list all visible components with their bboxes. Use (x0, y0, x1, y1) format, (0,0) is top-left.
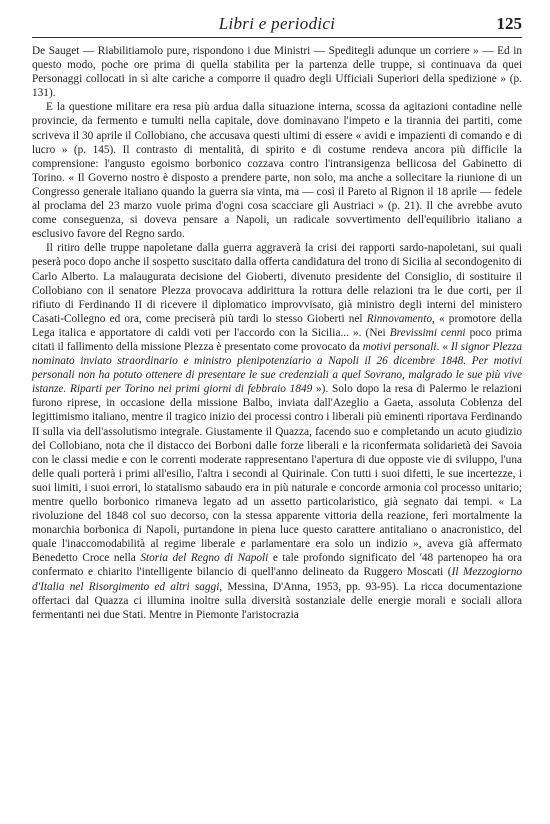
text-run: De Sauget — Riabilitiamolo pure, rispondono i due Ministri — Speditegli adunque un corriere » — Ed in questo modo, poche ore prima di quella stabilita per la partenza delle truppe, si continuava da quei Personaggi collocati in sì alte cariche a comporre il quadro degli Ufficiali Superiori della spedizione » (p. 131). (32, 45, 522, 100)
page-number: 125 (496, 14, 522, 33)
italic-text: Il signor Plezza nominato inviato straordinario e ministro plenipotenziario a Napoli il 26 dicembre 1848. Per motivi personali non ha potuto ottenere di presentare le sue credenziali a quel Sovrano, malgrado le sue più vive istanze. Riparti per Torino nei primi giorni di febbraio 1849 (32, 340, 522, 396)
text-run: , Messina, D'Anna, 1953, pp. 93-95). La ricca documentazione offertaci dal Quazza ci illumina inoltre sulla diversità sostanziale delle energie morali e sociali allora fermentanti nei due Stati. Mentre in Piemonte l'aristocrazia (32, 580, 522, 621)
text-run: . « (436, 340, 451, 353)
italic-text: Brevissimi cenni (389, 326, 466, 339)
paragraph (32, 241, 522, 622)
body-text (32, 44, 522, 622)
running-title: Libri e periodici (218, 14, 336, 33)
header-rule (32, 37, 522, 38)
text-run: Il ritiro delle truppe napoletane dalla guerra aggraverà la crisi dei rapporti sardo-napoletani, sui quali peserà poco dopo anche il sospetto suscitato dalla offerta candidatura del trono di Sicilia al secondogenito di Carlo Alberto. La malaugurata decisione del Gioberti, divenuto presidente del Consiglio, di sostituire il Collobiano con il senatore Plezza provocava addirittura la rottura delle relazioni tra le due corti, per il rifiuto di Ferdinando II di ricevere il diplomatico improvvisato, già ministro degli interni del ministero Casati-Collegno ed ora, come preciserà più tardi lo stesso Gioberti nel (32, 242, 522, 325)
italic-text: Rinnovamento (366, 312, 432, 325)
text-run: »). Solo dopo la resa di Palermo le relazioni furono riprese, in occasione della missione Balbo, inviata dall'Azeglio a Gaeta, assoluta Coblenza del legittimismo italiano, mentre il tragico inizio dei processi contro i liberali più eminenti riportava Ferdinando II sulla via dell'assolutismo integrale. Giustamente il Quazza, facendo suo e completando un acuto giudizio del Collobiano, nota che il distacco dei Borboni dalle forze liberali e la riconfermata solidarietà dei Savoia con le classi medie e con le correnti moderate rappresentano l'apertura di due opposte vie di sviluppo, l'una delle quali porterà i primi all'esilio, l'altra i secondi al Quirinale. Con tutti i suoi difetti, le sue incertezze, i suoi limiti, i suoi errori, lo statalismo sabaudo era in più naturale e concorde armonia col processo unitario; mentre quello borbonico rimaneva legato ad un assetto particolaristico, già segnato dai tempi. « La rivoluzione del 1848 col suo decorso, con la stessa apparente vittoria della reazione, ferì mortalmente la monarchia borbonica di Napoli, purtandone in piena luce questo carattere antitaliano o anacronistico, del quale l'inaccomodabilità al regime liberale e parlamentare era solo un indizio », aveva già affermato Benedetto Croce nella (32, 383, 522, 565)
text-run: , « promotore della Lega italica e apportatore di caldi voti per l'accordo con la Sicilia... ». (Nei (32, 312, 522, 339)
italic-text: Storia del Regno di Napoli (140, 552, 269, 565)
text-run: poco prima citati il fallimento della missione Plezza è presentato come provocato da (32, 326, 522, 353)
italic-text: Il Mezzogiorno d'Italia nel Risorgimento ed altri saggi (32, 566, 522, 593)
text-run: E la questione militare era resa più ardua dalla situazione interna, scossa da agitazioni contadine nelle provincie, da fermento e tumulti nella capitale, dove dominavano l'impeto e la tirannia dei partiti, come scriveva il 30 aprile il Collobiano, che accusava questi ultimi di essere « avidi e impazienti di comando e di lucro » (p. 145). Il contrasto di mentalità, di spirito e di costume rendeva ancora più difficile la comprensione: l'angusto egoismo borbonico cozzava contro l'intransigenza bellicosa del Gabinetto di Torino. « Il Governo nostro è disposto a prendere parte, non solo, ma anche a sollecitare la riunione di un Congresso generale italiano quando la guerra sia vinta, ma — così il Pareto al Rignon il 18 aprile — fedele al proclama del 23 marzo vuole prima d'ogni cosa scacciare gli Austriaci » (p. 21). Il che avrebbe avuto come conseguenza, si doveva pensare a Napoli, un radicale sovvertimento dell'equilibrio italiano a esclusivo favore del Regno sardo. (32, 101, 522, 241)
italic-text: motivi personali (362, 340, 437, 353)
paragraph (32, 100, 522, 241)
text-run: e tale profondo significato del '48 partenopeo ha ora confermato e chiarito l'intelligente bilancio di quell'anno delineato da Ruggero Moscati ( (32, 552, 522, 579)
paragraph (32, 44, 522, 100)
page-header (32, 14, 522, 38)
